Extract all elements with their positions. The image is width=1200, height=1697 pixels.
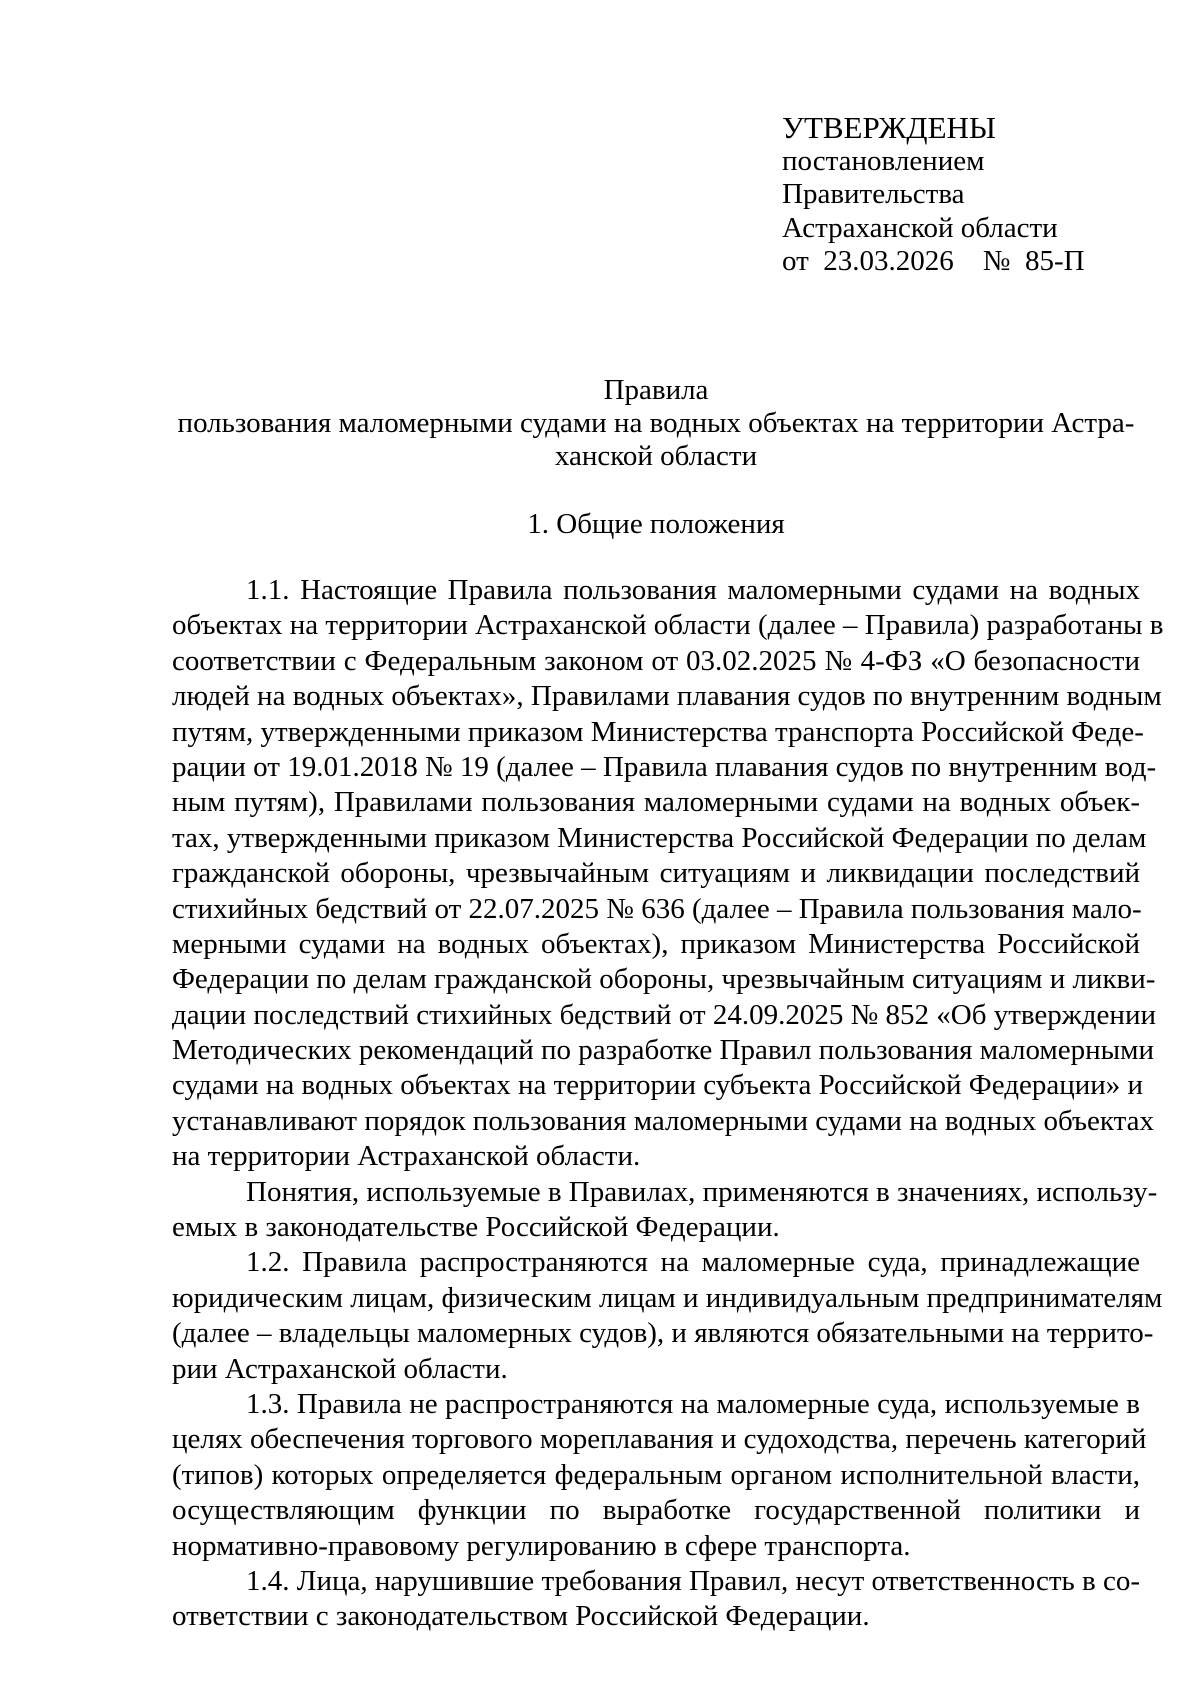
paragraph-line: Федерации по делам гражданской обороны, чрезвычайным ситуациям и ликви- <box>172 963 1156 996</box>
paragraph-line: 1.2. Правила распространяются на маломерные суда, принадлежащие <box>246 1246 1140 1279</box>
paragraph-line: ответствии с законодательством Российской Федерации. <box>172 1600 870 1633</box>
paragraph-line: соответствии с Федеральным законом от 03.02.2025 № 4-ФЗ «О безопасности <box>172 644 1140 677</box>
paragraph-line: стихийных бедствий от 22.07.2025 № 636 (далее – Правила пользования мало- <box>172 892 1142 925</box>
paragraph-line: осуществляющим функции по выработке государственной политики и <box>172 1494 1140 1527</box>
paragraph-line: 1.4. Лица, нарушившие требования Правил, несут ответственность в со- <box>246 1564 1140 1597</box>
paragraph-line: емых в законодательстве Российской Федерации. <box>172 1211 780 1244</box>
paragraph-line: 1.3. Правила не распространяются на маломерные суда, используемые в <box>246 1387 1140 1420</box>
paragraph-line: нормативно-правовому регулированию в сфере транспорта. <box>172 1529 911 1562</box>
paragraph-line: людей на водных объектах», Правилами плавания судов по внутренним водным <box>172 680 1162 713</box>
approval-heading: УТВЕРЖДЕНЫ <box>782 110 996 145</box>
paragraph-line: тах, утвержденными приказом Министерства Российской Федерации по делам <box>172 821 1147 854</box>
approval-stamp <box>782 111 1085 279</box>
paragraph <box>172 1175 1158 1246</box>
document-body <box>172 573 1164 1635</box>
paragraph-line: юридическим лицам, физическим лицам и индивидуальным предпринимателям <box>172 1281 1163 1314</box>
approval-line: Астраханской области <box>782 211 1058 244</box>
approval-date-number: от 23.03.2026 № 85-П <box>782 245 1085 277</box>
approval-line: постановлением <box>782 144 985 177</box>
paragraph <box>172 1245 1163 1387</box>
paragraph <box>172 1387 1147 1564</box>
paragraph-line: (типов) которых определяется федеральным органом исполнительной власти, <box>172 1458 1140 1491</box>
title-line: пользования маломерными судами на водных объектах на территории Астра- <box>177 407 1135 439</box>
paragraph-line: на территории Астраханской области. <box>172 1140 641 1173</box>
approval-line: Правительства <box>782 178 965 210</box>
paragraph-line: судами на водных объектах на территории субъекта Российской Федерации» и <box>172 1069 1144 1102</box>
paragraph-line: (далее – владельцы маломерных судов), и являются обязательными на террито- <box>172 1317 1154 1350</box>
paragraph-line: объектах на территории Астраханской области (далее – Правила) разработаны в <box>172 609 1164 642</box>
paragraph-line: целях обеспечения торгового мореплавания и судоходства, перечень категорий <box>172 1423 1147 1456</box>
paragraph-line: гражданской обороны, чрезвычайным ситуациям и ликвидации последствий <box>172 857 1140 890</box>
paragraph-line: рации от 19.01.2018 № 19 (далее – Правила плавания судов по внутренним вод- <box>172 750 1157 783</box>
title-line: ханской области <box>554 440 758 472</box>
paragraph <box>172 1564 1140 1635</box>
section-heading: 1. Общие положения <box>527 508 785 540</box>
paragraph-line: ным путям), Правилами пользования маломерными судами на водных объек- <box>172 786 1140 819</box>
paragraph-line: 1.1. Настоящие Правила пользования маломерными судами на водных <box>246 574 1140 606</box>
title-line: Правила <box>603 374 709 406</box>
paragraph-line: мерными судами на водных объектах), приказом Министерства Российской <box>172 927 1140 960</box>
paragraph-line: Методических рекомендаций по разработке Правил пользования маломерными <box>172 1034 1155 1067</box>
paragraph-line: путям, утвержденными приказом Министерства транспорта Российской Феде- <box>172 715 1144 748</box>
paragraph-line: устанавливают порядок пользования маломерными судами на водных объектах <box>172 1104 1155 1137</box>
paragraph <box>172 573 1164 1175</box>
document-title <box>172 374 1140 473</box>
paragraph-line: дации последствий стихийных бедствий от 24.09.2025 № 852 «Об утверждении <box>172 998 1156 1031</box>
paragraph-line: Понятия, используемые в Правилах, применяются в значениях, использу- <box>246 1175 1158 1208</box>
paragraph-line: рии Астраханской области. <box>172 1352 508 1385</box>
